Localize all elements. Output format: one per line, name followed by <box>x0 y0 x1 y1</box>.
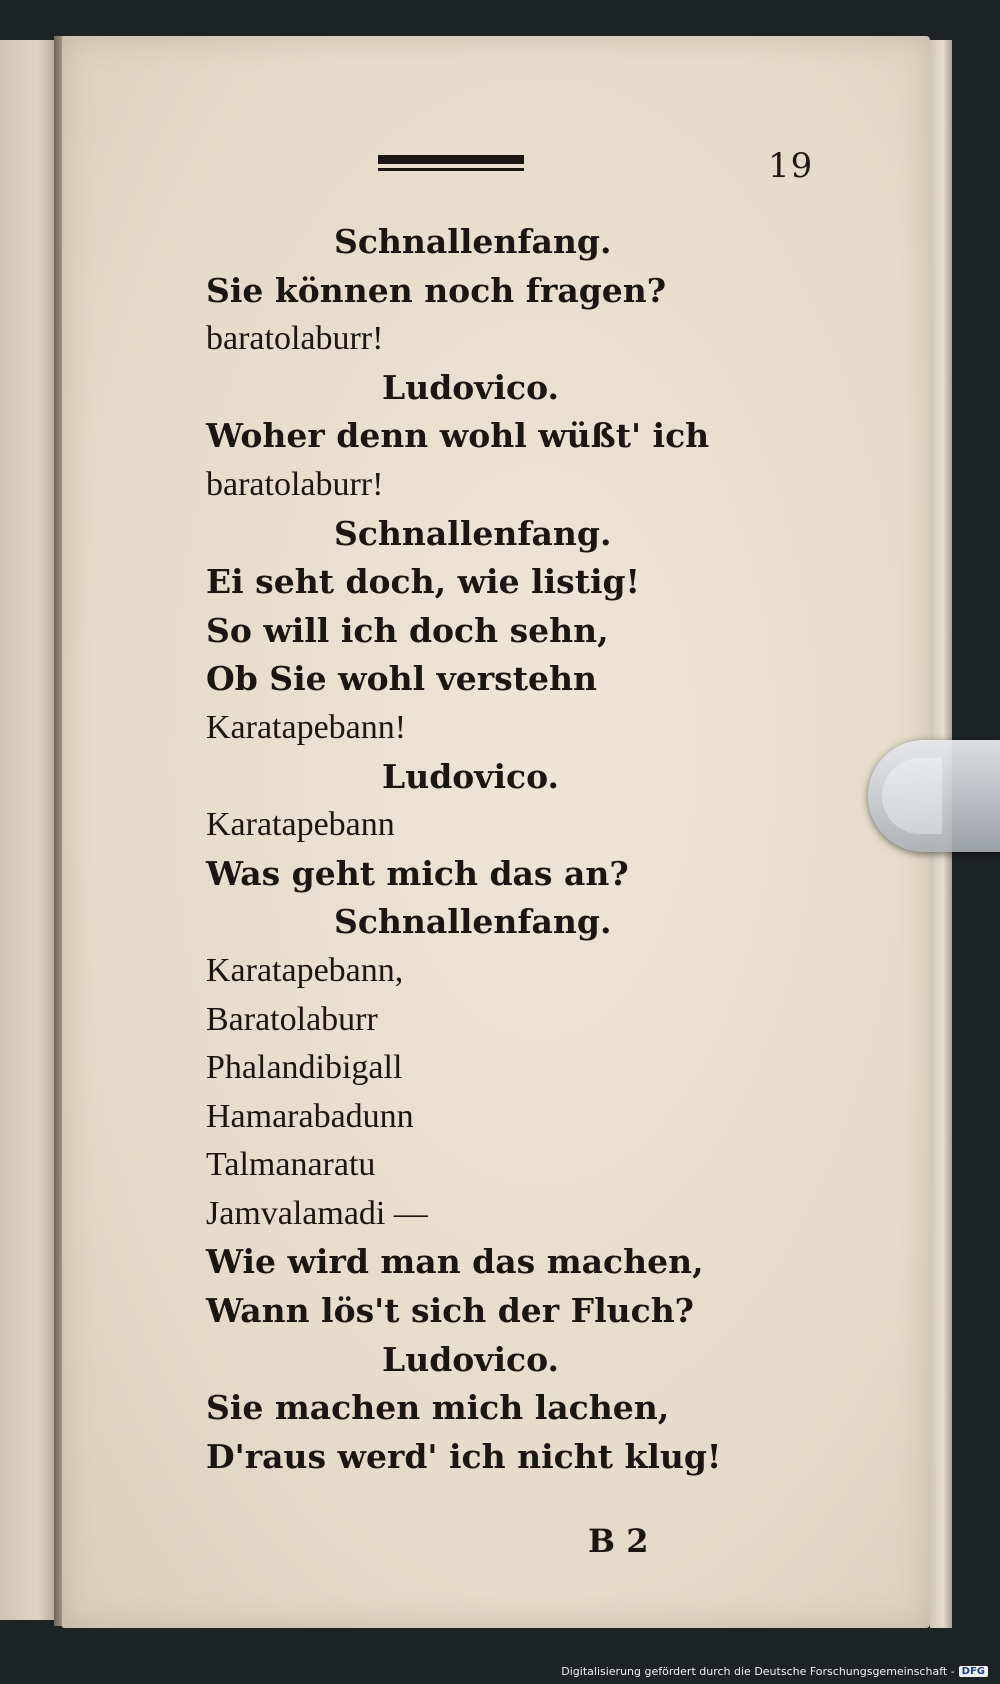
verse-line: Karatapebann <box>206 806 395 844</box>
verse-line: baratolaburr! <box>206 465 384 503</box>
verse-line: Baratolaburr <box>206 1000 378 1038</box>
rule-thin-line <box>378 168 524 171</box>
speaker-name: Ludovico. <box>382 367 560 407</box>
verse-line: Phalandibigall <box>206 1049 403 1087</box>
verse-line: Talmanaratu <box>206 1146 376 1184</box>
speaker-name: Schnallenfang. <box>334 513 612 553</box>
verse-line: Karatapebann! <box>206 708 407 746</box>
page-clip <box>868 740 1000 852</box>
verse-line: Hamarabadunn <box>206 1097 414 1135</box>
verse-line: Karatapebann, <box>206 951 404 989</box>
play-text <box>206 218 806 1481</box>
verse-line: Sie können noch fragen? <box>206 270 667 310</box>
verse-line: Ob Sie wohl verstehn <box>206 659 597 699</box>
verse-line: Wann lös't sich der Fluch? <box>206 1291 695 1331</box>
verse-line: Ei seht doch, wie listig! <box>206 562 641 602</box>
speaker-name: Ludovico. <box>382 1339 560 1379</box>
header-double-rule <box>378 155 524 171</box>
verse-line: Jamvalamadi — <box>206 1194 428 1232</box>
verse-line: baratolaburr! <box>206 320 384 358</box>
signature-mark: B 2 <box>588 1522 649 1560</box>
page-clip-highlight <box>882 758 942 834</box>
footer-text: Digitalisierung gefördert durch die Deutsche Forschungsgemeinschaft - <box>561 1665 955 1678</box>
digitization-footer <box>561 1665 988 1678</box>
speaker-name: Schnallenfang. <box>334 902 612 942</box>
previous-page-edge <box>0 40 56 1620</box>
verse-line: So will ich doch sehn, <box>206 610 609 650</box>
verse-line: D'raus werd' ich nicht klug! <box>206 1436 722 1476</box>
verse-line: Was geht mich das an? <box>206 853 629 893</box>
verse-line: Sie machen mich lachen, <box>206 1388 670 1428</box>
speaker-name: Schnallenfang. <box>334 222 612 261</box>
verse-line: Woher denn wohl wüßt' ich <box>206 416 710 456</box>
rule-thick-line <box>378 155 524 164</box>
page-number: 19 <box>768 146 814 186</box>
speaker-name: Ludovico. <box>382 756 560 796</box>
verse-line: Wie wird man das machen, <box>206 1242 704 1282</box>
dfg-logo: DFG <box>959 1666 988 1677</box>
